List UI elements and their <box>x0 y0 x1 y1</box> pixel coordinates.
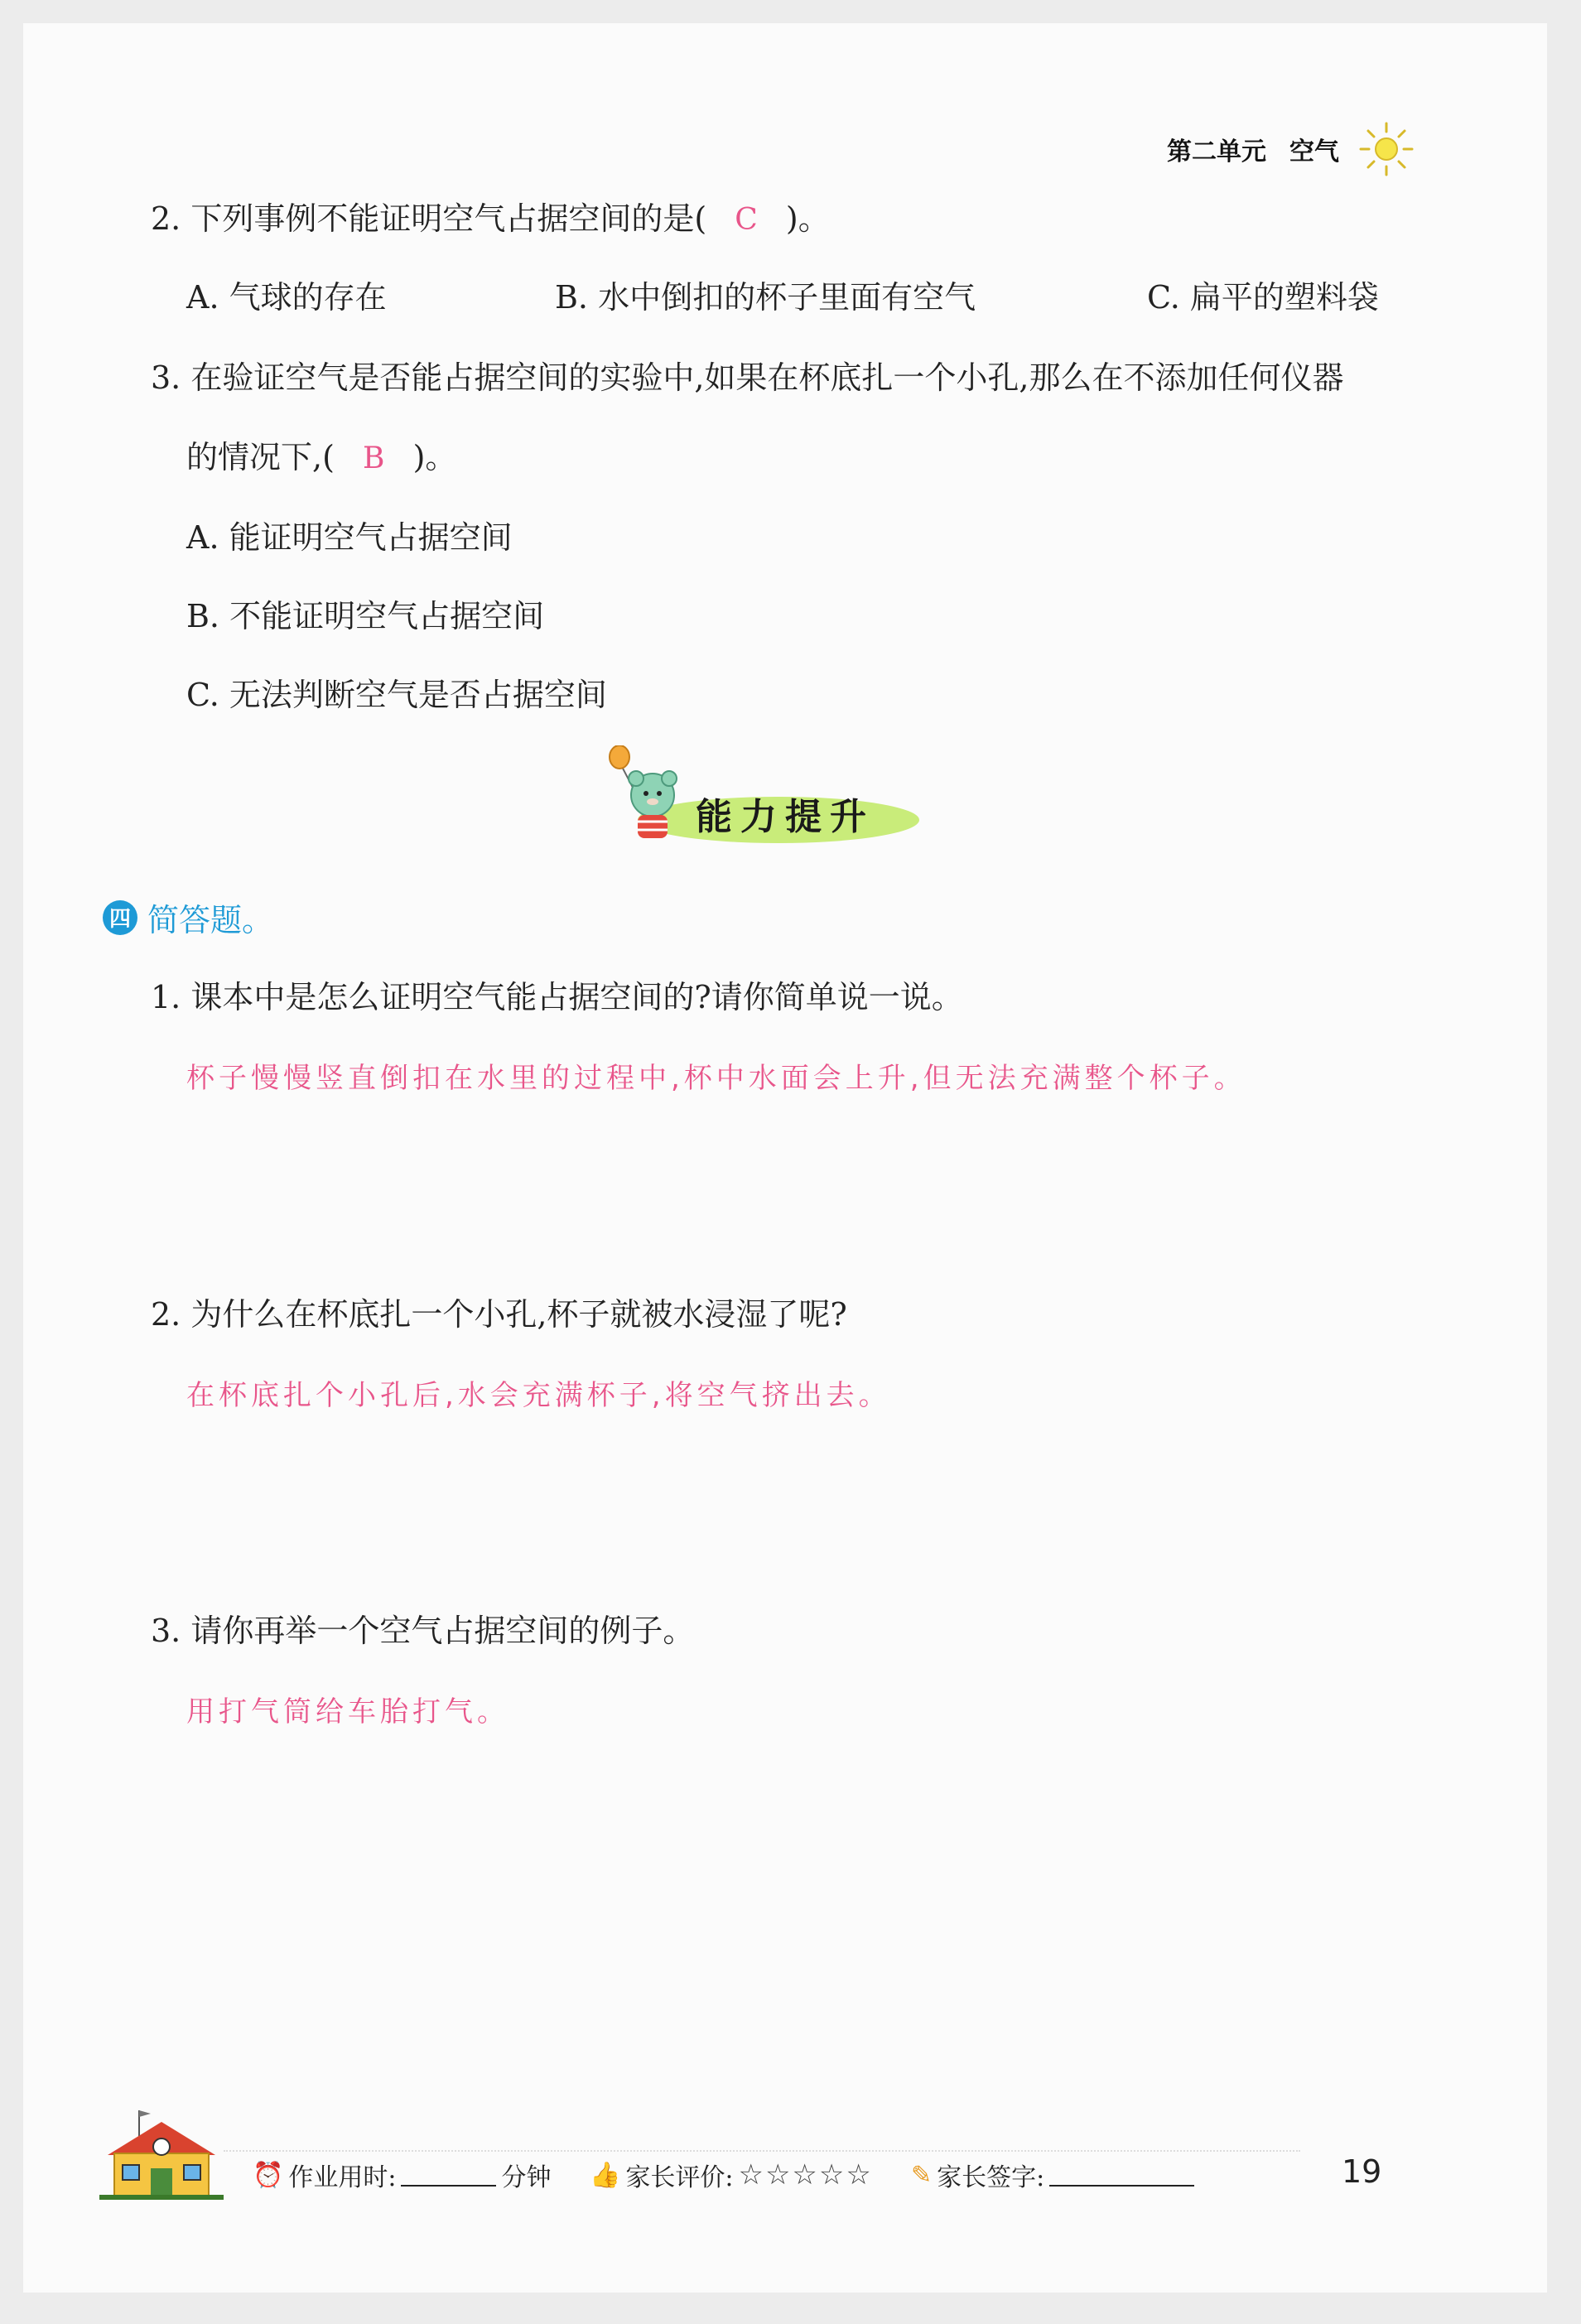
topic-label: 空气 <box>1289 137 1339 166</box>
homework-time-unit: 分钟 <box>501 2163 552 2192</box>
question-2 <box>151 200 830 237</box>
q2-option-c: C. 扁平的塑料袋 <box>1147 279 1379 316</box>
q2-option-a: A. 气球的存在 <box>186 279 387 316</box>
question-3-stem: 的情况下,( <box>186 439 335 475</box>
q3-option-a: A. 能证明空气占据空间 <box>186 519 513 556</box>
q2-option-b: B. 水中倒扣的杯子里面有空气 <box>555 279 976 316</box>
parent-signature-blank[interactable] <box>1049 2163 1194 2187</box>
parent-signature <box>911 2157 1194 2193</box>
parent-evaluation-label: 家长评价: <box>625 2163 734 2192</box>
sa-question-2: 2. 为什么在杯底扎一个小孔,杯子就被水浸湿了呢? <box>151 1296 847 1333</box>
parent-signature-label: 家长签字: <box>937 2163 1045 2192</box>
banner-title: 能力提升 <box>696 796 875 838</box>
question-2-answer: C <box>735 203 758 237</box>
section-heading <box>103 894 273 940</box>
parent-evaluation <box>590 2157 873 2193</box>
sa-answer-2: 在杯底扎个小孔后,水会充满杯子,将空气挤出去。 <box>186 1379 891 1412</box>
pencil-icon: ✎ <box>911 2160 933 2190</box>
alarm-clock-icon: ⏰ <box>253 2160 284 2190</box>
question-3-line1: 3. 在验证空气是否能占据空间的实验中,如果在杯底扎一个小孔,那么在不添加任何仪器 <box>151 359 1344 396</box>
q3-option-b: B. 不能证明空气占据空间 <box>186 598 545 634</box>
homework-time <box>253 2157 551 2193</box>
section-title: 简答题。 <box>147 902 274 938</box>
q3-option-c: C. 无法判断空气是否占据空间 <box>186 677 607 713</box>
homework-time-blank[interactable] <box>401 2163 496 2187</box>
rating-stars[interactable]: ☆☆☆☆☆ <box>738 2158 873 2191</box>
question-3-line2 <box>186 441 456 474</box>
thumbs-up-icon: 👍 <box>590 2160 621 2190</box>
section-number-badge: 四 <box>103 900 137 935</box>
question-3-answer: B <box>363 441 385 475</box>
page-number: 19 <box>1342 2153 1382 2190</box>
sun-icon <box>1357 120 1415 178</box>
page-header <box>1167 120 1415 178</box>
sa-answer-1: 杯子慢慢竖直倒扣在水里的过程中,杯中水面会上升,但无法充满整个杯子。 <box>186 1062 1246 1095</box>
sa-question-1: 1. 课本中是怎么证明空气能占据空间的?请你简单说一说。 <box>151 979 963 1015</box>
question-2-stem: 2. 下列事例不能证明空气占据空间的是( <box>151 200 707 237</box>
question-3-stem-end: )。 <box>412 439 457 475</box>
schoolhouse-icon <box>99 2104 224 2203</box>
homework-time-label: 作业用时: <box>288 2163 397 2192</box>
question-2-stem-end: )。 <box>785 200 830 237</box>
sa-answer-3: 用打气筒给车胎打气。 <box>186 1695 509 1729</box>
unit-label: 第二单元 <box>1167 137 1266 166</box>
sa-question-3: 3. 请你再举一个空气占据空间的例子。 <box>151 1613 695 1649</box>
